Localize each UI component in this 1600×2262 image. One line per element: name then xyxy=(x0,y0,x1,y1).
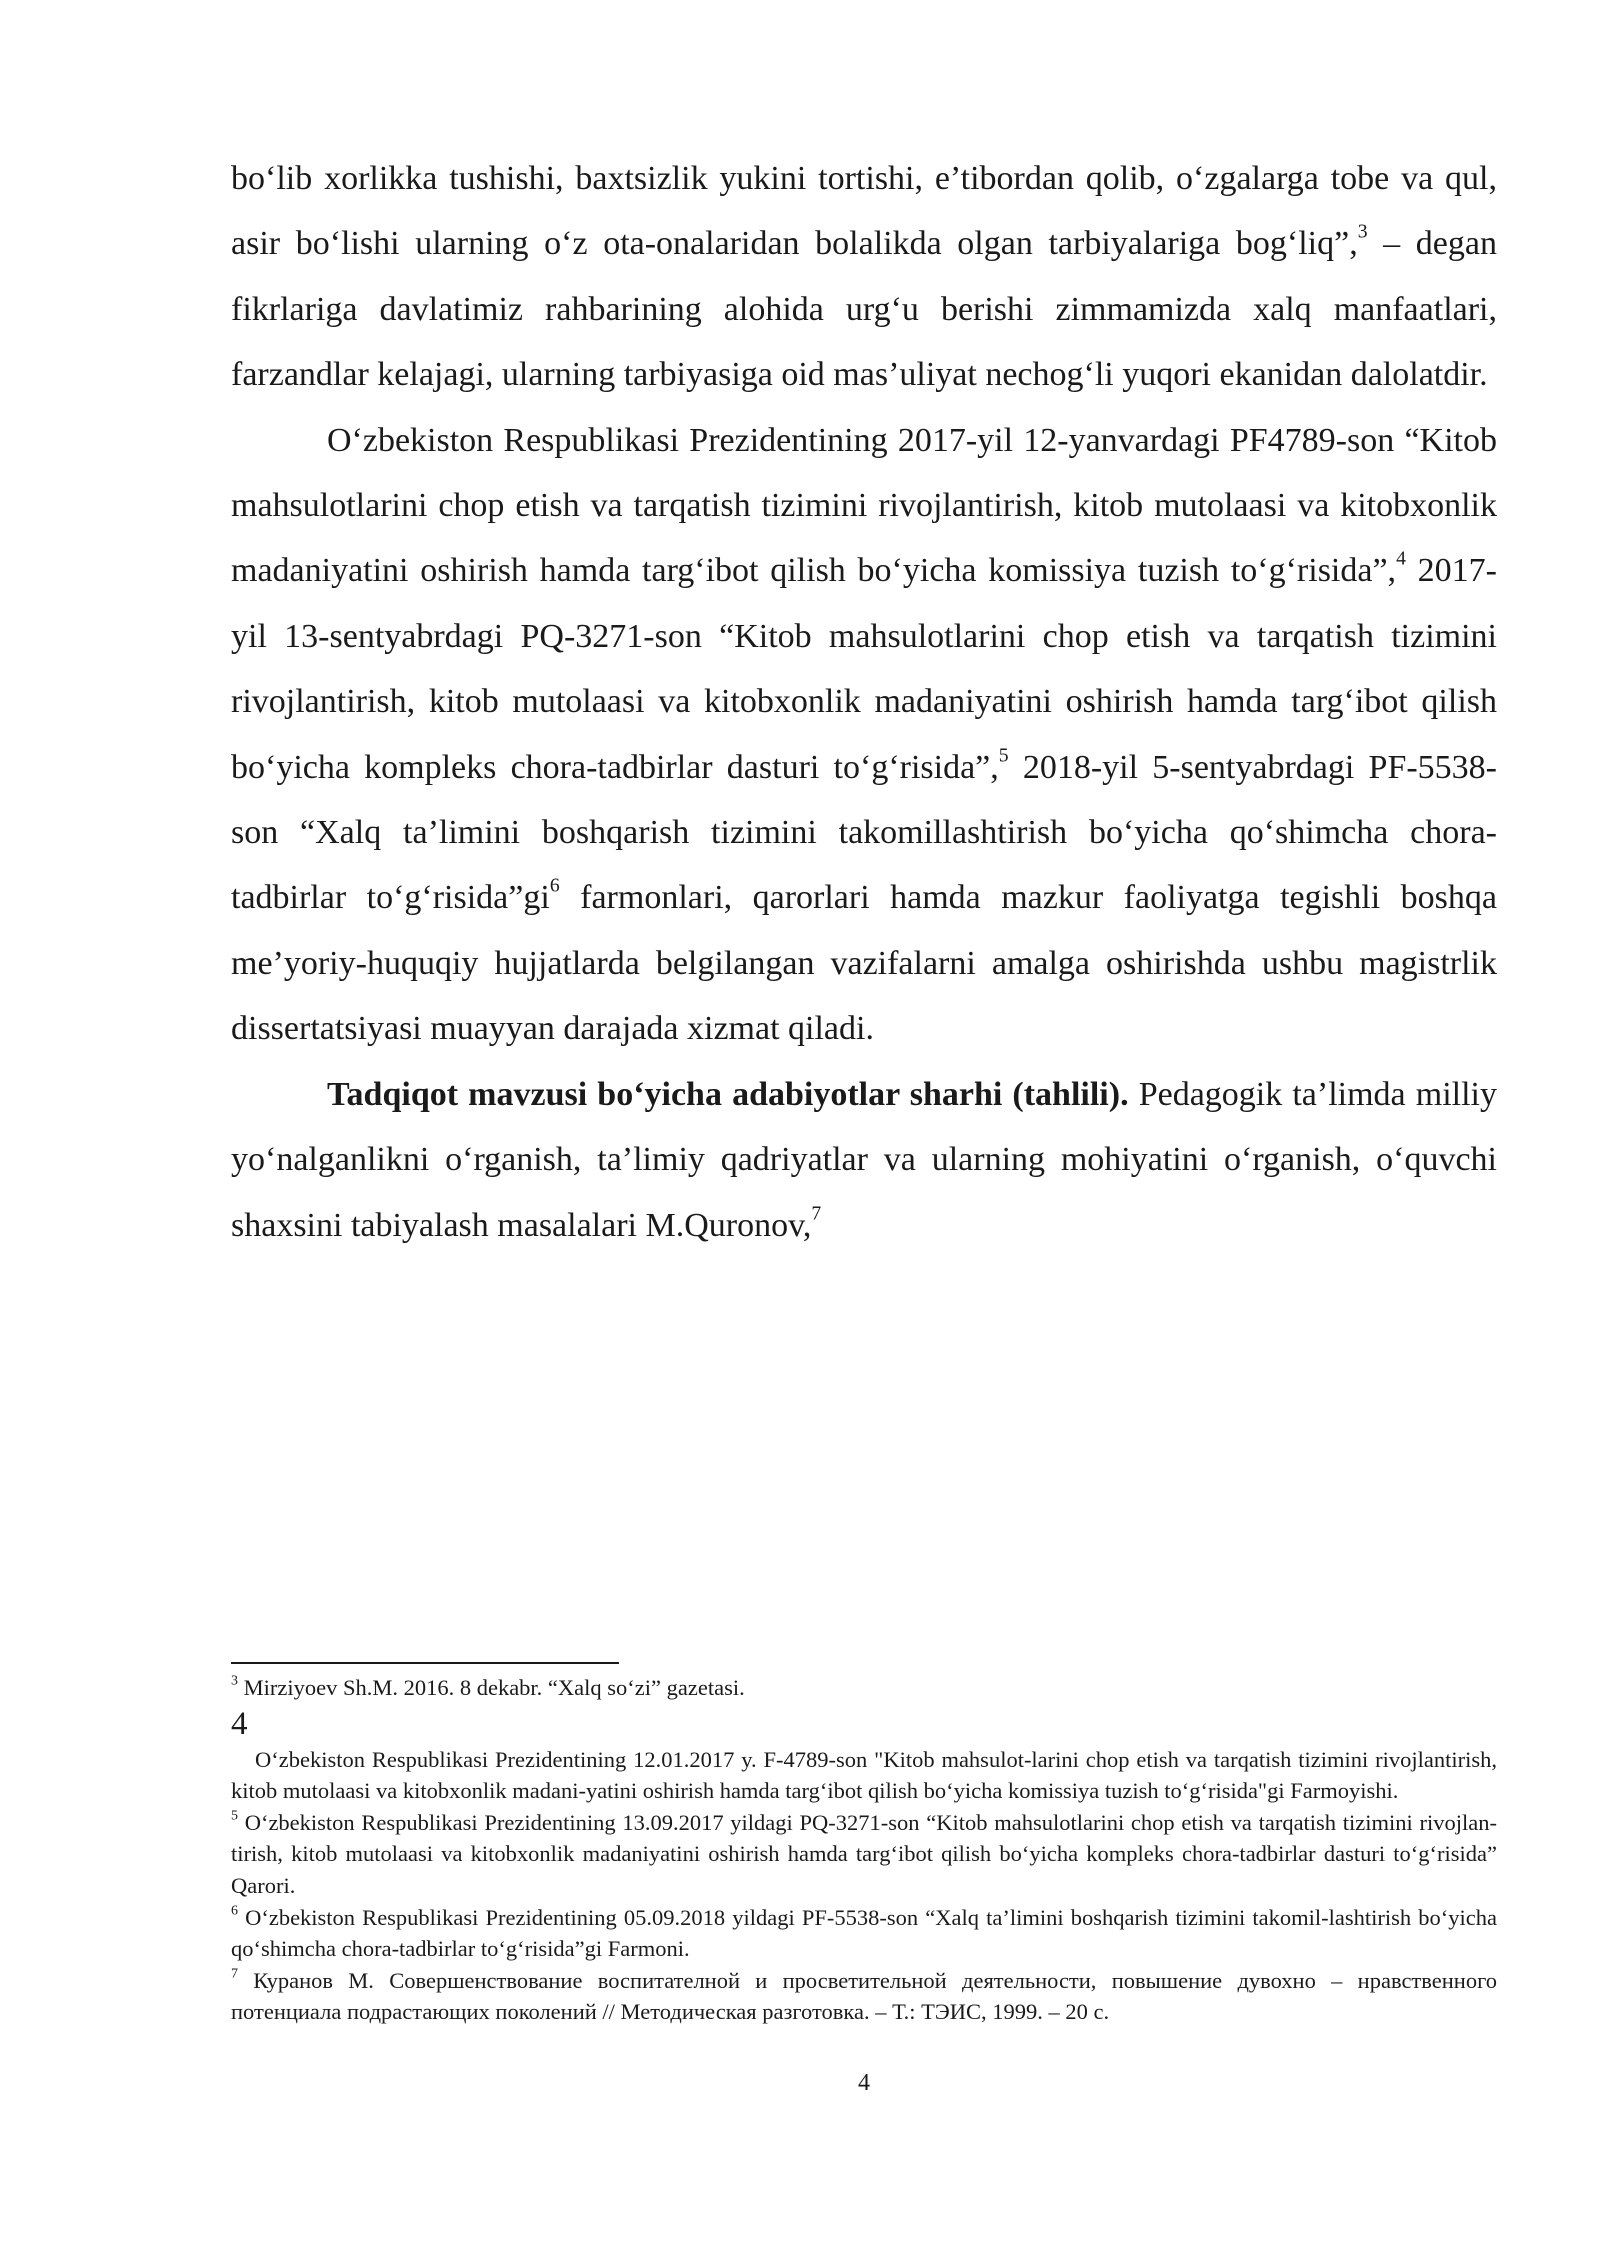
text-run: bo‘lib xorlikka tushishi, baxtsizlik yukini tortishi, e’tibordan qolib, o‘zgalarga tobe va qul, asir bo‘lishi ularning o‘z ota-onalaridan bolalikda olgan tarbiyalariga bog‘liq”, xyxy=(231,160,1497,263)
footnote-text: O‘zbekiston Respublikasi Prezidentining 13.09.2017 yildagi PQ-3271-son “Kitob mahsulotlarini chop etish va tarqatish tizimini rivojlan-tirish, kitob mutolaasi va kitobxonlik madaniyatini oshirish hamda targ‘ibot qilish bo‘yicha kompleks chora-tadbirlar dasturi to‘g‘risida” Qarori. xyxy=(231,1809,1497,1898)
footnote-5 xyxy=(231,1807,1497,1902)
footnote-ref: 5 xyxy=(998,743,1009,766)
footnote-separator xyxy=(231,1662,619,1664)
text-run: 2017-yil 13-sentyabrdagi PQ-3271-son “Kitob mahsulotlarini chop etish va tarqatish tizimini rivojlantirish, kitob mutolaasi va kitobxonlik madaniyatini oshirish hamda targ‘ibot qilish bo‘yicha kompleks chora-tadbirlar dasturi to‘g‘risida”, xyxy=(231,552,1497,786)
text-run: – degan fikrlariga davlatimiz rahbarining alohida urg‘u berishi zimmamizda xalq manfaatlari, farzandlar kelajagi, ularning tarbiyasiga oid mas’uliyat nechog‘li yuqori ekanidan dalolatdir. xyxy=(231,225,1497,394)
footnote-text: O‘zbekiston Respublikasi Prezidentining 05.09.2018 yildagi PF-5538-son “Xalq ta’limini boshqarish tizimini takomil-lashtirish bo‘yicha qo‘shimcha chora-tadbirlar to‘g‘risida”gi Farmoni. xyxy=(231,1904,1497,1962)
footnote-text: O‘zbekiston Respublikasi Prezidentining 12.01.2017 y. F-4789-son "Kitob mahsulot-larini chop etish va tarqatish tizimini rivojlantirish, kitob mutolaasi va kitobxonlik madani-yatini oshirish hamda targ‘ibot qilish bo‘yicha komissiya tuzish to‘g‘risida"gi Farmoyishi. xyxy=(231,1746,1497,1804)
footnote-4 xyxy=(231,1744,1497,1807)
footnote-number: 5 xyxy=(231,1808,238,1824)
footnote-text: Куранов М. Совершенствование воспитателной и просветительной деятельности, повышение дувохно – нравственного потенциала подрастающих поколений // Методическая разготовка. – Т.: ТЭИС, 1999. – 20 с. xyxy=(231,1967,1497,2025)
footnote-number: 3 xyxy=(231,1673,238,1689)
footnote-6 xyxy=(231,1902,1497,1965)
paragraph xyxy=(231,146,1497,408)
section-heading: Tadqiqot mavzusi bo‘yicha adabiyotlar sharhi (tahlili). xyxy=(327,1075,1129,1113)
footnotes xyxy=(231,1672,1497,2028)
page-number: 4 xyxy=(858,2070,870,2096)
footnote-7 xyxy=(231,1965,1497,2028)
footnote-number: 6 xyxy=(231,1903,238,1919)
text-run: 2018-yil 5-sentyabrdagi PF-5538-son “Xalq ta’limini boshqarish tizimini takomillashtirish bo‘yicha qo‘shimcha chora-tadbirlar to‘g‘risida”gi xyxy=(231,748,1498,917)
paragraph xyxy=(231,408,1497,1062)
text-run: farmonlari, qarorlari hamda mazkur faoliyatga tegishli boshqa me’yoriy-huquqiy hujjatlarda belgilangan vazifalarni amalga oshirishda ushbu magistrlik dissertatsiyasi muayyan darajada xizmat qiladi. xyxy=(231,879,1497,1048)
main-text xyxy=(231,146,1497,1258)
footnote-text: Mirziyoev Sh.M. 2016. 8 dekabr. “Xalq so‘zi” gazetasi. xyxy=(237,1675,745,1700)
footnote-number: 7 xyxy=(231,1966,238,1982)
footnote-ref: 3 xyxy=(1357,220,1368,243)
paragraph xyxy=(231,1062,1497,1258)
text-run: O‘zbekiston Respublikasi Prezidentining 2017-yil 12-yanvardagi PF4789-son “Kitob mahsulotlarini chop etish va tarqatish tizimini rivojlantirish, kitob mutolaasi va kitobxonlik madaniyatini oshirish hamda targ‘ibot qilish bo‘yicha komissiya tuzish to‘g‘risida”, xyxy=(231,421,1497,590)
footnote-ref: 7 xyxy=(811,1201,822,1224)
footnote-ref: 6 xyxy=(549,874,560,897)
footnote-ref: 4 xyxy=(1396,547,1406,570)
text-run: Pedagogik ta’limda milliy yo‘nalganlikni o‘rganish, ta’limiy qadriyatlar va ularning mohiyatini o‘rganish, o‘quvchi shaxsini tabiyalash masalalari M.Quronov, xyxy=(231,1075,1497,1244)
footnote-3 xyxy=(231,1672,1497,1704)
footnote-number: 4 xyxy=(231,1705,248,1742)
